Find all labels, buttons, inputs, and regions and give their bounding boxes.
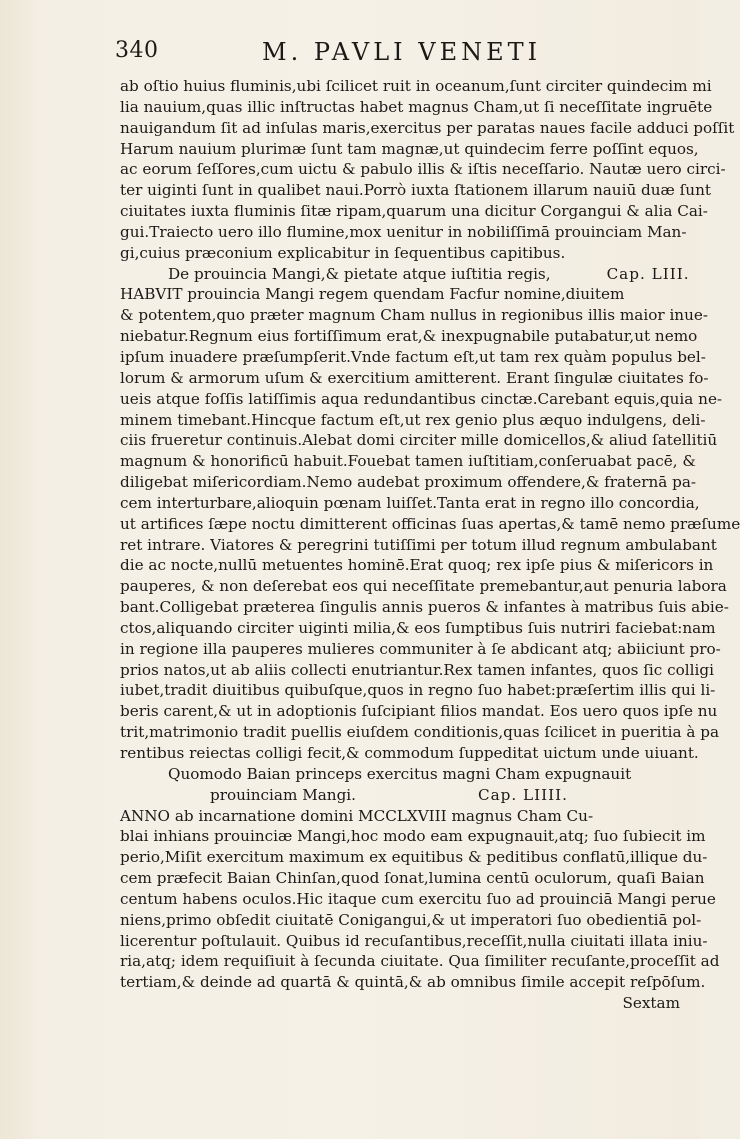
page-number: 340 (115, 38, 159, 63)
text-line: cem præfecit Baian Chinſan,quod ſonat,lumina centū oculorum, quaſi Baian (120, 869, 705, 888)
text-line: prios natos,ut ab aliis collecti enutriantur.Rex tamen infantes, quos ſic colligi (120, 660, 714, 679)
chapter-number: Cap. LIII. (606, 264, 690, 283)
text-line: in regione illa pauperes mulieres communiter à ſe abdicant atq; abiiciunt pro- (120, 639, 721, 658)
chapter-heading-54: Quomodo Baian princeps exercitus magni Cham expugnauit (168, 764, 632, 783)
text-line: pauperes, & non deſerebat eos qui neceſſitate premebantur,aut penuria labora (120, 577, 727, 596)
text-line: perio,Miſit exercitum maximum ex equitibus & peditibus conflatū,illique du- (120, 848, 708, 867)
text-line: ipſum inuadere præſumpſerit.Vnde factum eſt,ut tam rex quàm populus bel- (120, 347, 706, 366)
text-line: niebatur.Regnum eius fortiſſimum erat,& inexpugnabile putabatur,ut nemo (120, 327, 698, 346)
chapter-title: prouinciam Mangi. (210, 785, 356, 804)
text-line: ctos,aliquando circiter uiginti milia,& eos ſumptibus ſuis nutriri faciebat:nam (120, 618, 716, 637)
chapter-heading-54-cont (120, 785, 680, 806)
text-line: niens,primo obſedit ciuitatē Conigangui,& ut imperatori ſuo obedientiā pol- (120, 910, 702, 929)
text-line: licerentur poſtulauit. Quibus id recuſantibus,receſſit,nulla ciuitati illata iniu- (120, 931, 708, 950)
text-line: nauigandum ſit ad inſulas maris,exercitus per paratas naues facile adduci poſſit (120, 118, 735, 137)
text-line: ut artifices ſæpe noctu dimitterent officinas ſuas apertas,& tamē nemo præſume (120, 514, 740, 533)
page-header (115, 38, 685, 68)
text-line: ac eorum ſeſſores,cum uictu & pabulo illis & iſtis neceſſario. Nautæ uero circi- (120, 160, 726, 179)
text-line: lorum & armorum uſum & exercitium amitterent. Erant ſingulæ ciuitates fo- (120, 368, 709, 387)
text-line: blai inhians prouinciæ Mangi,hoc modo eam expugnauit,atq; ſuo ſubiecit im (120, 827, 706, 846)
text-line: beris carent,& ut in adoptionis ſuſcipiant filios mandat. Eos uero quos ipſe nu (120, 702, 718, 721)
text-line: centum habens oculos.Hic itaque cum exercitu ſuo ad prouinciā Mangi perue (120, 889, 716, 908)
body-text (120, 76, 740, 1014)
running-head: M. PAVLI VENETI (262, 38, 542, 66)
text-line: HABVIT prouincia Mangi regem quendam Facfur nomine,diuitem (120, 285, 625, 304)
text-line: ret intrare. Viatores & peregrini tutiſſimi per totum illud regnum ambulabant (120, 535, 717, 554)
text-line: magnum & honorificū habuit.Fouebat tamen iuſtitiam,conſeruabat pacē, & (120, 452, 696, 471)
text-line: ter uiginti ſunt in qualibet naui.Porrò iuxta ſtationem illarum nauiū duæ ſunt (120, 181, 711, 200)
text-line: iubet,tradit diuitibus quibuſque,quos in regno ſuo habet:præſertim illis qui li- (120, 681, 716, 700)
text-line: ANNO ab incarnatione domini MCCLXVIII magnus Cham Cu- (120, 806, 594, 825)
text-line: gi,cuius præconium explicabitur in ſequentibus capitibus. (120, 243, 566, 262)
chapter-heading-53 (120, 264, 690, 285)
text-line: ueis atque foſſis latiſſimis aqua redundantibus cinctæ.Carebant equis,quia ne- (120, 389, 723, 408)
catchword: Sextam (622, 994, 680, 1013)
text-line: Harum nauium plurimæ ſunt tam magnæ,ut quindecim ferre poſſint equos, (120, 139, 699, 158)
text-line: rentibus reiectas colligi fecit,& commodum ſuppeditat uictum unde uiuant. (120, 744, 699, 762)
chapter-number: Cap. LIIII. (478, 785, 568, 804)
text-line: cem interturbare,alioquin pœnam luiſſet.Tanta erat in regno illo concordia, (120, 493, 700, 512)
text-line: minem timebant.Hincque factum eſt,ut rex genio plus æquo indulgens, deli- (120, 410, 706, 429)
text-line: ciis frueretur continuis.Alebat domi circiter mille domicellos,& aliud ſatellitiū (120, 431, 718, 450)
text-line: tertiam,& deinde ad quartā & quintā,& ab omnibus ſimile accepit reſpōſum. (120, 973, 706, 992)
text-line: ria,atq; idem requiſiuit à ſecunda ciuitate. Qua ſimiliter recuſante,proceſſit ad (120, 952, 720, 971)
text-line: gui.Traiecto uero illo flumine,mox uenitur in nobiliſſimā prouinciam Man- (120, 222, 687, 241)
text-line: die ac nocte,nullū metuentes hominē.Erat quoq; rex ipſe pius & miſericors in (120, 556, 714, 575)
text-line: lia nauium,quas illic inſtructas habet magnus Cham,ut ſi neceſſitate ingruēte (120, 97, 713, 116)
text-line: diligebat miſericordiam.Nemo audebat proximum offendere,& fraternā pa- (120, 473, 697, 492)
text-line: ciuitates iuxta fluminis ſitæ ripam,quarum una dicitur Corgangui & alia Cai- (120, 202, 708, 221)
text-line: trit,matrimonio tradit puellis eiuſdem conditionis,quas ſcilicet in pueritia à pa (120, 723, 720, 742)
text-line: bant.Colligebat præterea ſingulis annis pueros & infantes à matribus ſuis abie- (120, 598, 729, 617)
text-line: & potentem,quo præter magnum Cham nullus in regionibus illis maior inue- (120, 306, 708, 325)
chapter-title: De prouincia Mangi,& pietate atque iuſtitia regis, (168, 264, 551, 283)
text-line: ab oſtio huius fluminis,ubi ſcilicet ruit in oceanum,ſunt circiter quindecim mi (120, 77, 712, 95)
